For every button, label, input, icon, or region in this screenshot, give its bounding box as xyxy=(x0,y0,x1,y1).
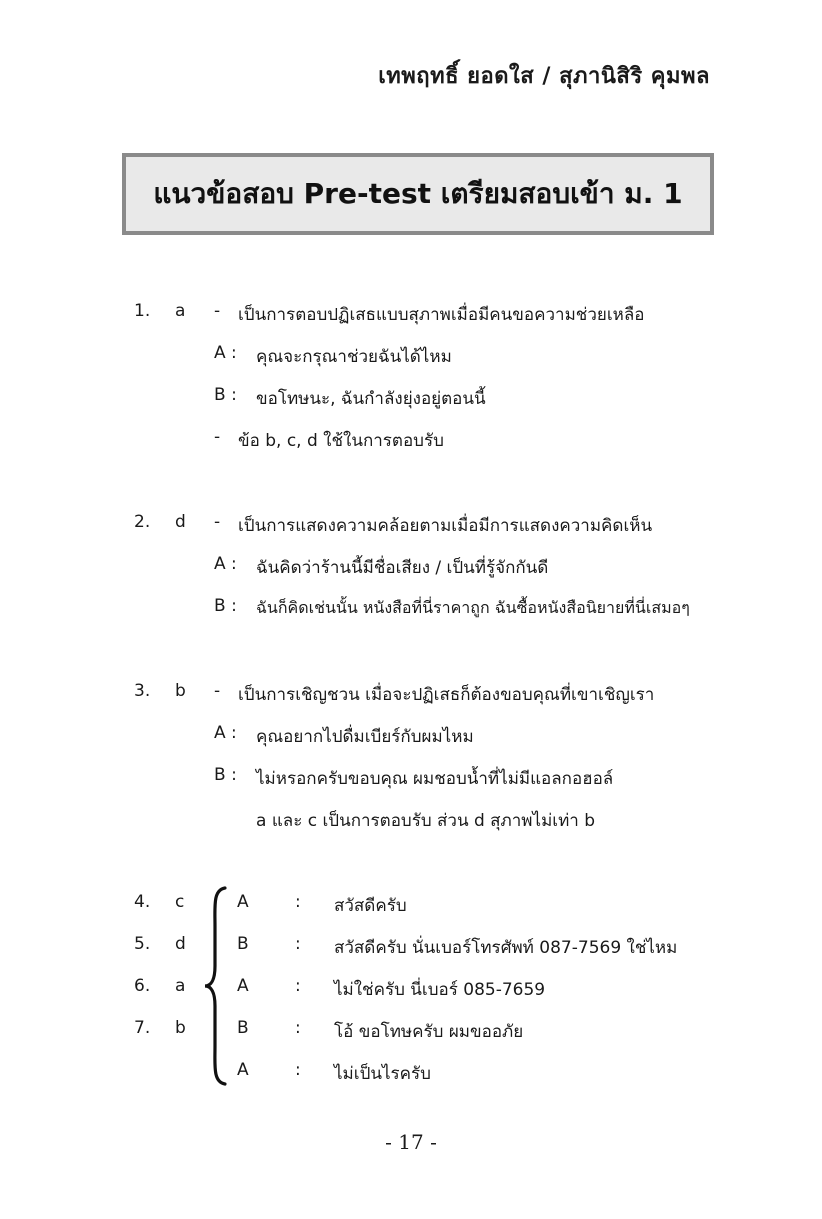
line-prefix: A : xyxy=(214,343,237,363)
conversation-colon: : xyxy=(295,1018,301,1038)
line-text: เป็นการเชิญชวน เมื่อจะปฏิเสธก็ต้องขอบคุณที่เขาเชิญเรา xyxy=(238,685,655,705)
line-text: ฉันคิดว่าร้านนี้มีชื่อเสียง / เป็นที่รู้จักกันดี xyxy=(256,558,549,578)
conversation-speaker: A xyxy=(237,1060,249,1080)
question-answer: a xyxy=(175,976,186,996)
line-text: ฉันก็คิดเช่นนั้น หนังสือที่นี่ราคาถูก ฉันซื้อหนังสือนิยายที่นี่เสมอๆ xyxy=(256,598,690,617)
question-answer: d xyxy=(175,934,186,954)
conversation-text: ไม่ใช่ครับ นี่เบอร์ 085-7659 xyxy=(334,980,546,1000)
conversation-speaker: A xyxy=(237,892,249,912)
line-text: ข้อ b, c, d ใช้ในการตอบรับ xyxy=(238,431,444,451)
line-text: ขอโทษนะ, ฉันกำลังยุ่งอยู่ตอนนี้ xyxy=(256,389,486,409)
conversation-colon: : xyxy=(295,934,301,954)
question-answer: d xyxy=(175,512,186,532)
conversation-speaker: B xyxy=(237,1018,249,1038)
question-number: 7. xyxy=(134,1018,151,1038)
conversation-colon: : xyxy=(295,976,301,996)
conversation-text: สวัสดีครับ xyxy=(334,896,407,916)
line-prefix: B : xyxy=(214,765,237,785)
question-number: 4. xyxy=(134,892,151,912)
line-prefix: B : xyxy=(214,596,237,616)
question-number: 6. xyxy=(134,976,151,996)
line-text: เป็นการตอบปฏิเสธแบบสุภาพเมื่อมีคนขอความช่วยเหลือ xyxy=(238,305,645,325)
conversation-text: ไม่เป็นไรครับ xyxy=(334,1064,431,1084)
question-answer: b xyxy=(175,1018,186,1038)
line-prefix: - xyxy=(214,301,221,321)
conversation-colon: : xyxy=(295,1060,301,1080)
page-title: แนวข้อสอบ Pre-test เตรียมสอบเข้า ม. 1 xyxy=(153,177,683,210)
line-text: คุณอยากไปดื่มเบียร์กับผมไหม xyxy=(256,727,474,747)
line-text: ไม่หรอกครับขอบคุณ ผมชอบน้ำที่ไม่มีแอลกอฮอล์ xyxy=(256,769,614,789)
question-answer: a xyxy=(175,301,186,321)
line-prefix: B : xyxy=(214,385,237,405)
line-prefix: - xyxy=(214,681,221,701)
line-text: a และ c เป็นการตอบรับ ส่วน d สุภาพไม่เท่า b xyxy=(256,811,596,831)
line-prefix: A : xyxy=(214,554,237,574)
question-answer: b xyxy=(175,681,186,701)
question-number: 3. xyxy=(134,681,151,701)
question-number: 2. xyxy=(134,512,151,532)
page-number: - 17 - xyxy=(385,1130,437,1154)
curly-brace-icon xyxy=(203,886,229,1086)
conversation-text: โอ้ ขอโทษครับ ผมขออภัย xyxy=(334,1022,524,1042)
header-authors: เทพฤทธิ์ ยอดใส / สุภานิสิริ คุมพล xyxy=(378,64,710,89)
question-number: 5. xyxy=(134,934,151,954)
line-text: เป็นการแสดงความคล้อยตามเมื่อมีการแสดงความคิดเห็น xyxy=(238,516,653,536)
line-text: คุณจะกรุณาช่วยฉันได้ไหม xyxy=(256,347,452,367)
conversation-speaker: B xyxy=(237,934,249,954)
conversation-speaker: A xyxy=(237,976,249,996)
question-number: 1. xyxy=(134,301,151,321)
title-box xyxy=(122,153,714,235)
conversation-colon: : xyxy=(295,892,301,912)
question-answer: c xyxy=(175,892,185,912)
line-prefix: - xyxy=(214,427,221,447)
line-prefix: - xyxy=(214,512,221,532)
line-prefix: A : xyxy=(214,723,237,743)
conversation-text: สวัสดีครับ นั่นเบอร์โทรศัพท์ 087-7569 ใช่ไหม xyxy=(334,938,678,958)
